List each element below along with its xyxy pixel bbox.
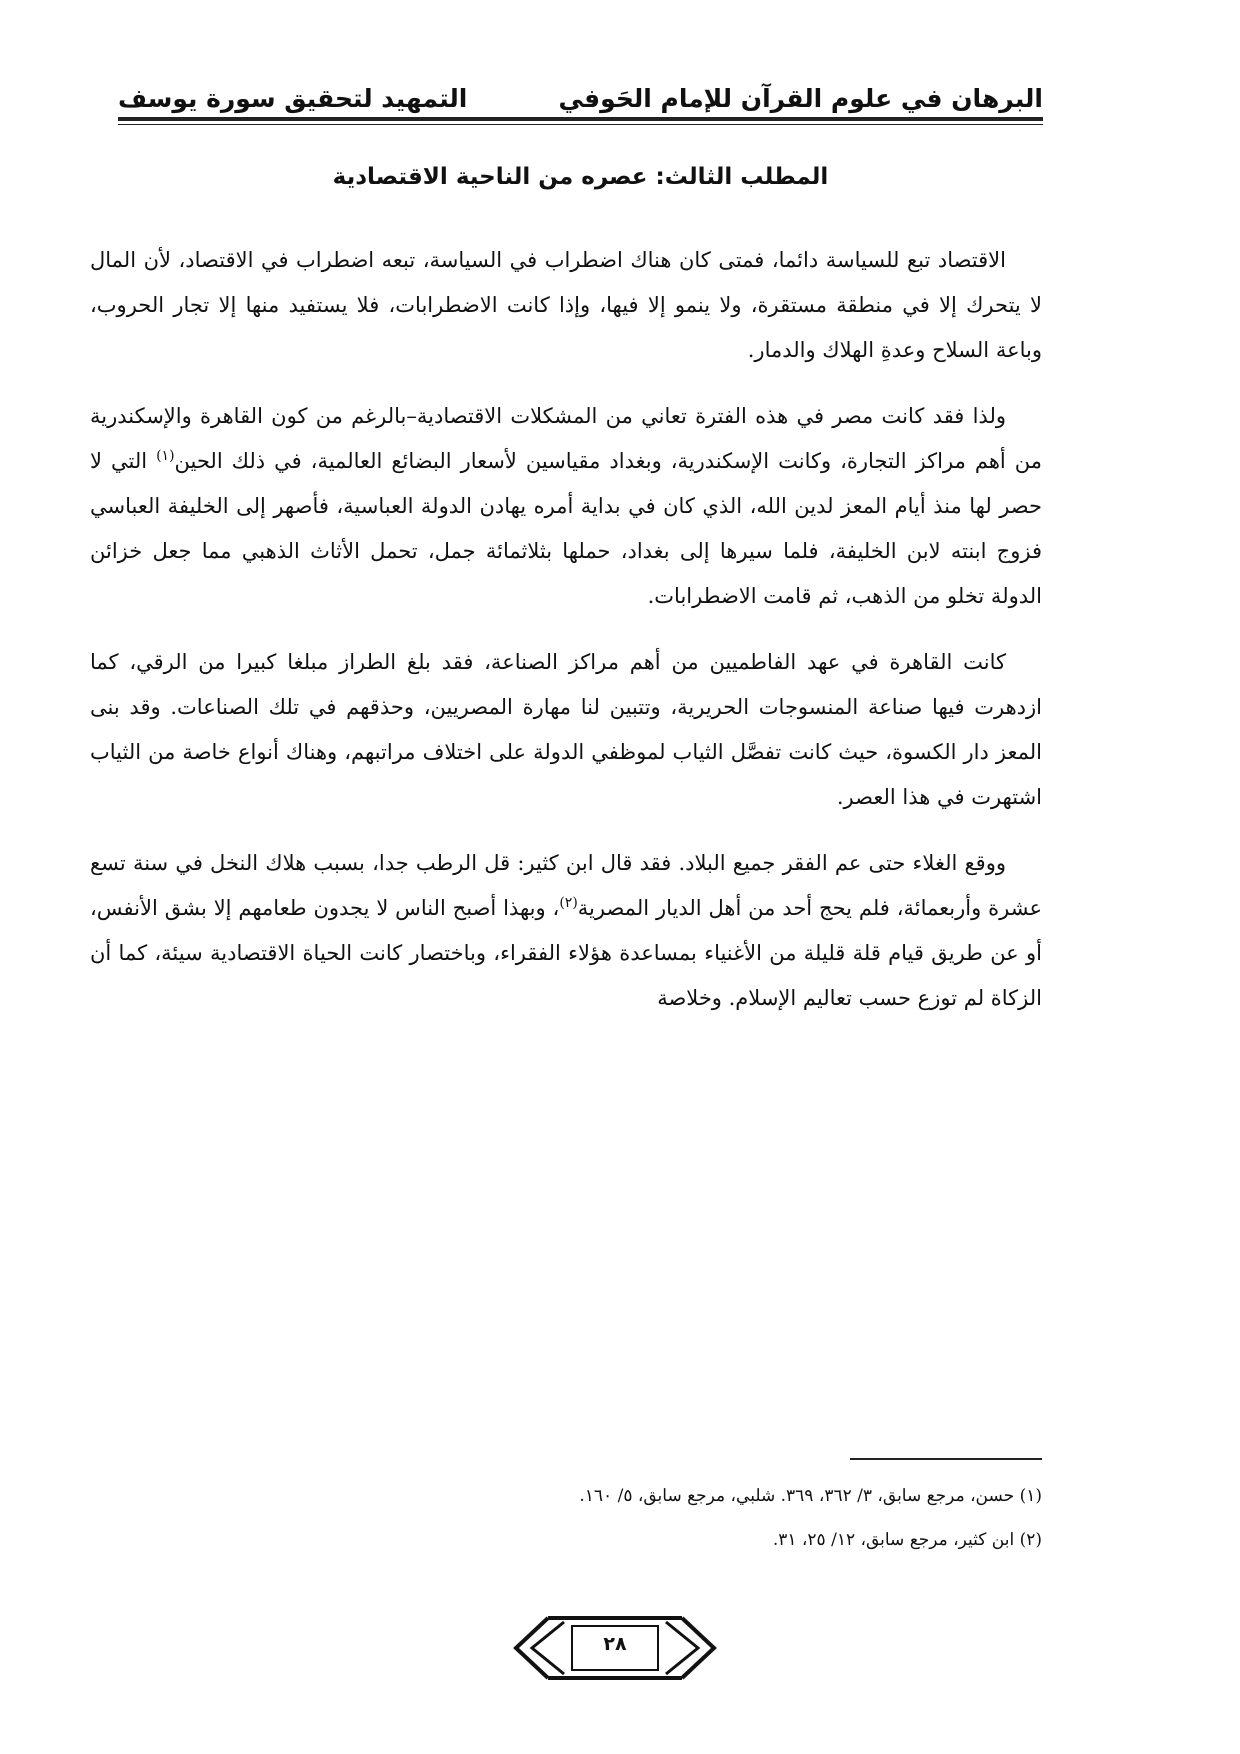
chapter-title: التمهيد لتحقيق سورة يوسف — [118, 84, 468, 113]
footnote-reference-1: (١) — [156, 448, 175, 464]
header-divider-thin — [118, 124, 1043, 125]
paragraph-1: الاقتصاد تبع للسياسة دائما، فمتى كان هناك اضطراب في السياسة، تبعه اضطراب في الاقتصاد، لأن المال لا يتحرك إلا في منطقة مستقرة، ولا ينمو إلا فيها، وإذا كانت الاضطرابات، فلا يستفيد منها إلا تجار الحروب، وباعة السلاح وعدةِ الهلاك والدمار. — [90, 248, 1042, 362]
page-header — [118, 72, 1043, 114]
paragraph-2-text-a: ولذا فقد كانت مصر في هذه الفترة تعاني من المشكلات الاقتصادية–بالرغم من كون القاهرة والإسكندرية من أهم مراكز التجارة، وكانت الإسكندرية، وبغداد مقياسين لأسعار البضائع العالمية، في ذلك الحين — [90, 404, 1042, 473]
page-number-frame — [510, 1608, 720, 1688]
paragraph-4 — [90, 841, 1042, 1021]
book-title: البرهان في علوم القرآن للإمام الحَوفي — [558, 84, 1043, 113]
footnotes — [300, 1478, 1042, 1566]
body-text — [90, 238, 1042, 1042]
footnote-reference-2: (٢) — [559, 895, 578, 911]
footnote-separator — [850, 1458, 1042, 1460]
footnote-1: (١) حسن، مرجع سابق، ٣/ ٣٦٢، ٣٦٩. شلبي، مرجع سابق، ٥/ ١٦٠. — [579, 1486, 1042, 1506]
paragraph-2 — [90, 394, 1042, 619]
header-divider-thick — [118, 117, 1043, 121]
footnote-2: (٢) ابن كثير، مرجع سابق، ١٢/ ٢٥، ٣١. — [772, 1530, 1042, 1550]
section-heading: المطلب الثالث: عصره من الناحية الاقتصادية — [332, 164, 829, 190]
paragraph-4-text-a: ووقع الغلاء حتى عم الفقر جميع البلاد. فقد قال ابن كثير: قل الرطب جدا، بسبب هلاك النخل في سنة تسع عشرة وأربعمائة، فلم يحج أحد من أهل الديار المصرية — [90, 851, 1042, 920]
paragraph-4-text-b: ، وبهذا أصبح الناس لا يجدون طعامهم إلا بشق الأنفس، أو عن طريق قيام قلة قليلة من الأغنياء بمساعدة هؤلاء الفقراء، وباختصار كانت الحياة الاقتصادية سيئة، كما أن الزكاة لم توزع حسب تعاليم الإسلام. وخلاصة — [90, 896, 1042, 1010]
paragraph-2-text-b: التي لا حصر لها منذ أيام المعز لدين الله، الذي كان في بداية أمره يهادن الدولة العباسية، فأصهر إلى الخليفة العباسي فزوج ابنته لابن الخليفة، فلما سيرها إلى بغداد، حملها بثلاثمائة جمل، تحمل الأثاث الذهبي مما جعل خزائن الدولة تخلو من الذهب، ثم قامت الاضطرابات. — [90, 449, 1042, 608]
paragraph-3: كانت القاهرة في عهد الفاطميين من أهم مراكز الصناعة، فقد بلغ الطراز مبلغا كبيرا من الرقي، كما ازدهرت فيها صناعة المنسوجات الحريرية، وتتبين لنا مهارة المصريين، وحذقهم في تلك الصناعات. وقد بنى المعز دار الكسوة، حيث كانت تفصَّل الثياب لموظفي الدولة على اختلاف مراتبهم، وهناك أنواع خاصة من الثياب اشتهرت في هذا العصر. — [90, 650, 1042, 809]
page-number: ٢٨ — [603, 1633, 627, 1655]
